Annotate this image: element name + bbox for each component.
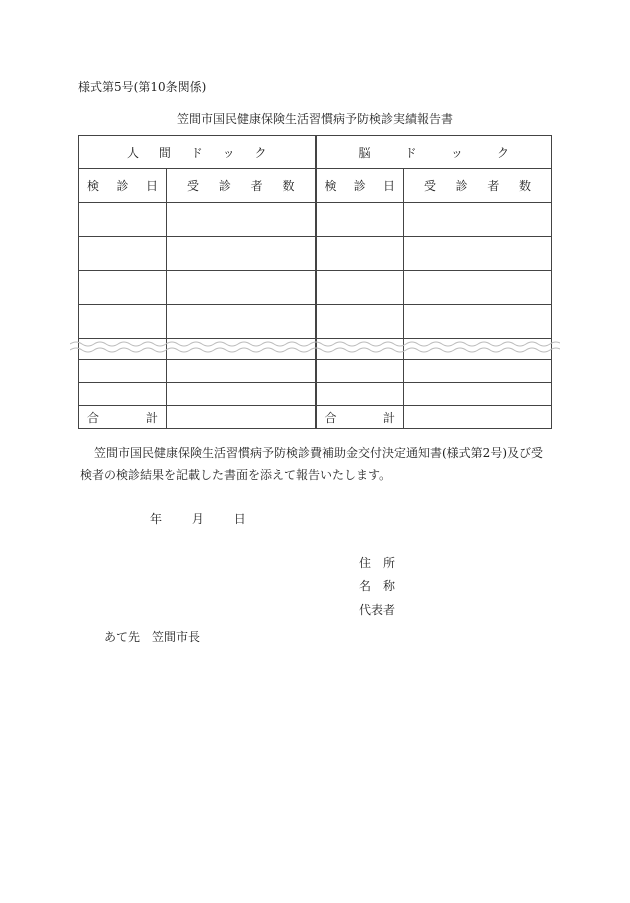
- total-char: 計: [383, 410, 396, 425]
- header-char: 数: [282, 179, 295, 193]
- addressee: あて先 笠間市長: [104, 630, 201, 644]
- table-cell[interactable]: [316, 383, 404, 406]
- table-row: [79, 271, 552, 305]
- omission-wave-break: [70, 336, 560, 358]
- header-char: 数: [518, 179, 531, 193]
- header-char: ク: [254, 145, 267, 160]
- header-char: 診: [218, 179, 231, 193]
- sig-char: 名: [359, 579, 372, 593]
- body-paragraph-line-2: 検者の検診結果を記載した書面を添えて報告いたします。: [80, 468, 392, 482]
- total-label: [316, 406, 404, 429]
- header-char: 診: [455, 179, 468, 193]
- table-cell[interactable]: [404, 305, 552, 339]
- sig-char: 称: [383, 579, 396, 593]
- document-title: 笠間市国民健康保険生活習慣病予防検診実績報告書: [176, 112, 453, 126]
- table-cell[interactable]: [167, 237, 316, 271]
- header-char: ッ: [450, 145, 463, 160]
- date-day: 日: [233, 512, 246, 526]
- sig-char: 所: [383, 556, 396, 570]
- header-human-dock: [79, 136, 316, 169]
- table-cell[interactable]: [79, 305, 167, 339]
- total-char: 合: [87, 410, 100, 425]
- date-line: [150, 510, 272, 527]
- total-char: 合: [324, 410, 337, 425]
- table-cell[interactable]: [404, 271, 552, 305]
- signature-address: [359, 554, 395, 571]
- header-char: 日: [382, 179, 395, 193]
- header-char: 者: [250, 179, 263, 193]
- table-cell[interactable]: [79, 360, 167, 383]
- header-char: 人: [127, 145, 140, 160]
- form-number: 様式第5号(第10条関係): [78, 80, 207, 94]
- table-row: [79, 305, 552, 339]
- header-char: 診: [353, 179, 366, 193]
- total-char: 計: [145, 410, 158, 425]
- header-char: ド: [404, 145, 417, 160]
- table-cell[interactable]: [404, 383, 552, 406]
- table-cell[interactable]: [167, 383, 316, 406]
- header-char: 脳: [358, 145, 371, 160]
- table-cell[interactable]: [167, 271, 316, 305]
- header-char: 間: [158, 145, 171, 160]
- header-char: ク: [496, 145, 509, 160]
- sig-char: 住: [359, 556, 372, 570]
- header-char: ッ: [222, 145, 235, 160]
- table-cell[interactable]: [79, 237, 167, 271]
- total-row: [79, 406, 552, 429]
- header-char: 検: [324, 179, 337, 193]
- col-exam-date: [79, 169, 167, 203]
- table-cell[interactable]: [316, 360, 404, 383]
- table-cell[interactable]: [167, 203, 316, 237]
- table-cell[interactable]: [404, 237, 552, 271]
- header-char: 検: [87, 179, 100, 193]
- header-char: 受: [424, 179, 437, 193]
- table-cell[interactable]: [167, 305, 316, 339]
- report-table: [78, 135, 552, 429]
- signature-representative: 代表者: [359, 603, 396, 617]
- table-row: [79, 360, 552, 383]
- date-month: 月: [191, 512, 204, 526]
- header-char: 者: [487, 179, 500, 193]
- header-char: ド: [190, 145, 203, 160]
- table-cell[interactable]: [316, 237, 404, 271]
- header-char: 受: [187, 179, 200, 193]
- date-year: 年: [150, 512, 163, 526]
- table-cell[interactable]: [316, 305, 404, 339]
- table-row: [79, 237, 552, 271]
- header-char: 診: [116, 179, 129, 193]
- total-value[interactable]: [167, 406, 316, 429]
- header-brain-dock: [316, 136, 552, 169]
- table-cell[interactable]: [404, 203, 552, 237]
- col-examinee-count: [404, 169, 552, 203]
- table-cell[interactable]: [79, 383, 167, 406]
- total-value[interactable]: [404, 406, 552, 429]
- table-cell[interactable]: [316, 203, 404, 237]
- table-cell[interactable]: [167, 360, 316, 383]
- signature-name: [359, 577, 395, 594]
- table-cell[interactable]: [79, 271, 167, 305]
- table-cell[interactable]: [404, 360, 552, 383]
- col-examinee-count: [167, 169, 316, 203]
- table-cell[interactable]: [316, 271, 404, 305]
- table-row: [79, 383, 552, 406]
- table-row: [79, 203, 552, 237]
- col-exam-date: [316, 169, 404, 203]
- table-cell[interactable]: [79, 203, 167, 237]
- total-label: [79, 406, 167, 429]
- header-char: 日: [145, 179, 158, 193]
- body-paragraph-line-1: 笠間市国民健康保険生活習慣病予防検診費補助金交付決定通知書(様式第2号)及び受: [94, 446, 544, 460]
